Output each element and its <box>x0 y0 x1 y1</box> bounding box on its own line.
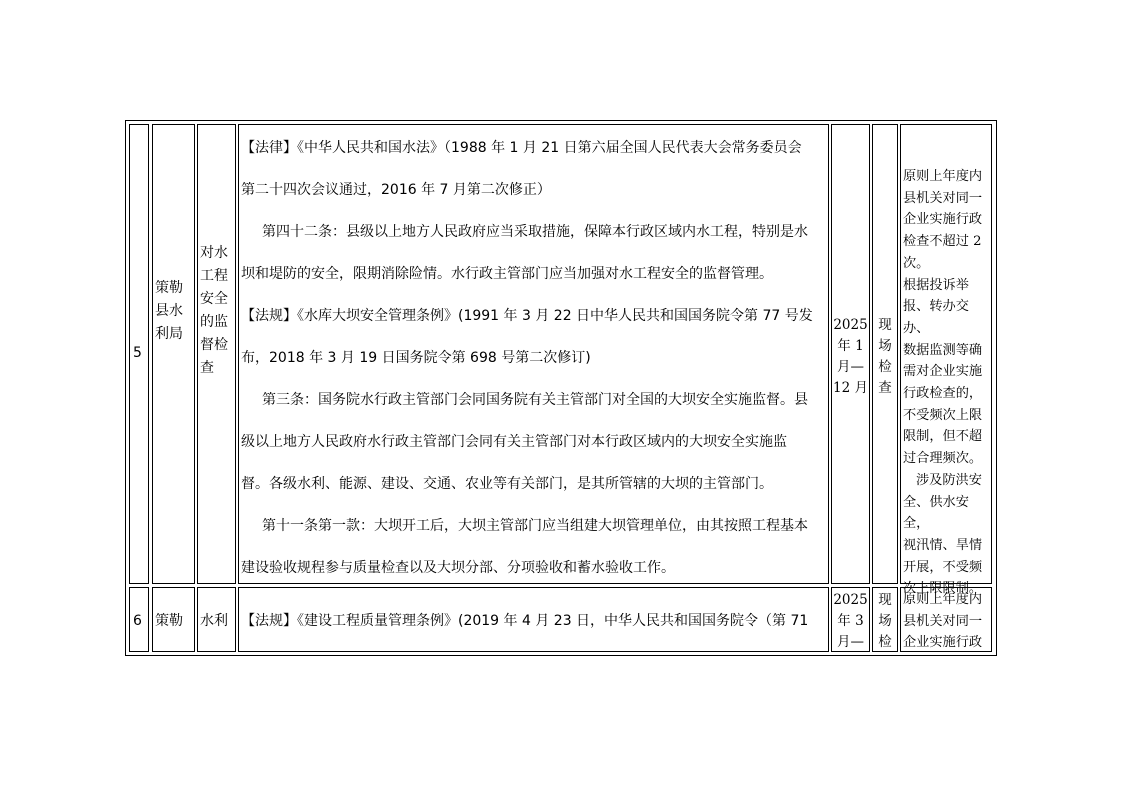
basis-line: 第十一条第一款：大坝开工后，大坝主管部门应当组建大坝管理单位，由其按照工程基本 <box>262 518 808 534</box>
row-6-agency-cell <box>152 587 195 652</box>
row-5-item-cell <box>197 124 236 584</box>
basis-line: 建设验收规程参与质量检查以及大坝分部、分项验收和蓄水验收工作。 <box>241 560 675 576</box>
row-5-method-cell <box>872 124 898 584</box>
basis-line: 【法规】《水库大坝安全管理条例》(1991 年 3 月 22 日中华人民共和国国务院令第 77 号发 <box>241 308 813 324</box>
inspection-period: 2025 年 1 月— 12 月 <box>833 317 868 396</box>
basis-line: 级以上地方人民政府水行政主管部门会同有关主管部门对本行政区域内的大坝安全实施监 <box>241 434 787 450</box>
row-6-method-cell <box>872 587 898 652</box>
basis-line: 督。各级水利、能源、建设、交通、农业等有关部门，是其所管辖的大坝的主管部门。 <box>241 476 773 492</box>
row-5-note-cell <box>900 124 992 597</box>
row-5-agency-cell <box>152 124 195 584</box>
row-5-basis-cell <box>238 124 829 584</box>
row-index: 5 <box>133 345 142 361</box>
inspection-table <box>125 120 997 656</box>
row-6-basis-cell <box>238 587 829 652</box>
agency-name: 策勒 县水 利局 <box>155 280 183 342</box>
row-6-period-cell <box>831 587 870 652</box>
frequency-note: 原则上年度内 县机关对同一 企业实施行政 检查不超过 2 次。 根据投诉举 报、转办交办、 数据监测等确 需对企业实施 行政检查的， 不受频次上限 限制，但不超 过合理频次。 涉及防洪安 全、供水安全， 视汛情、旱情 开展，不受频 次上限限制。 <box>903 169 983 597</box>
row-5-index-cell <box>129 124 149 584</box>
row-5-period-cell <box>831 124 870 584</box>
row-6-note-cell <box>900 587 992 652</box>
basis-line: 第二十四次会议通过，2016 年 7 月第二次修正） <box>241 182 551 198</box>
basis-line: 第三条：国务院水行政主管部门会同国务院有关主管部门对全国的大坝安全实施监督。县 <box>262 392 808 408</box>
basis-line: 【法律】《中华人民共和国水法》（1988 年 1 月 21 日第六届全国人民代表大会常务委员会 <box>241 140 802 156</box>
basis-line: 布，2018 年 3 月 19 日国务院令第 698 号第二次修订) <box>241 350 591 366</box>
basis-line: 第四十二条：县级以上地方人民政府应当采取措施，保障本行政区域内水工程，特别是水 <box>262 224 808 240</box>
basis-line: 坝和堤防的安全，限期消除险情。水行政主管部门应当加强对水工程安全的监督管理。 <box>241 266 773 282</box>
agency-name: 策勒 <box>155 613 183 629</box>
row-6-item-cell <box>197 587 236 652</box>
inspection-period: 2025 年 3 月— <box>833 592 868 650</box>
legal-basis <box>241 127 827 589</box>
basis-line: 【法规】《建设工程质量管理条例》(2019 年 4 月 23 日，中华人民共和国国务院令（第 71 <box>241 613 809 629</box>
inspection-item: 对水 工程 安全 的监 督检 查 <box>200 245 228 376</box>
row-index: 6 <box>133 613 142 629</box>
inspection-method: 现 场 检 <box>878 592 892 650</box>
frequency-note: 原则上年度内 县机关对同一 企业实施行政 <box>903 592 983 651</box>
row-6-index-cell <box>129 587 149 652</box>
inspection-item: 水利 <box>200 613 228 629</box>
inspection-method: 现 场 检 查 <box>878 317 892 396</box>
